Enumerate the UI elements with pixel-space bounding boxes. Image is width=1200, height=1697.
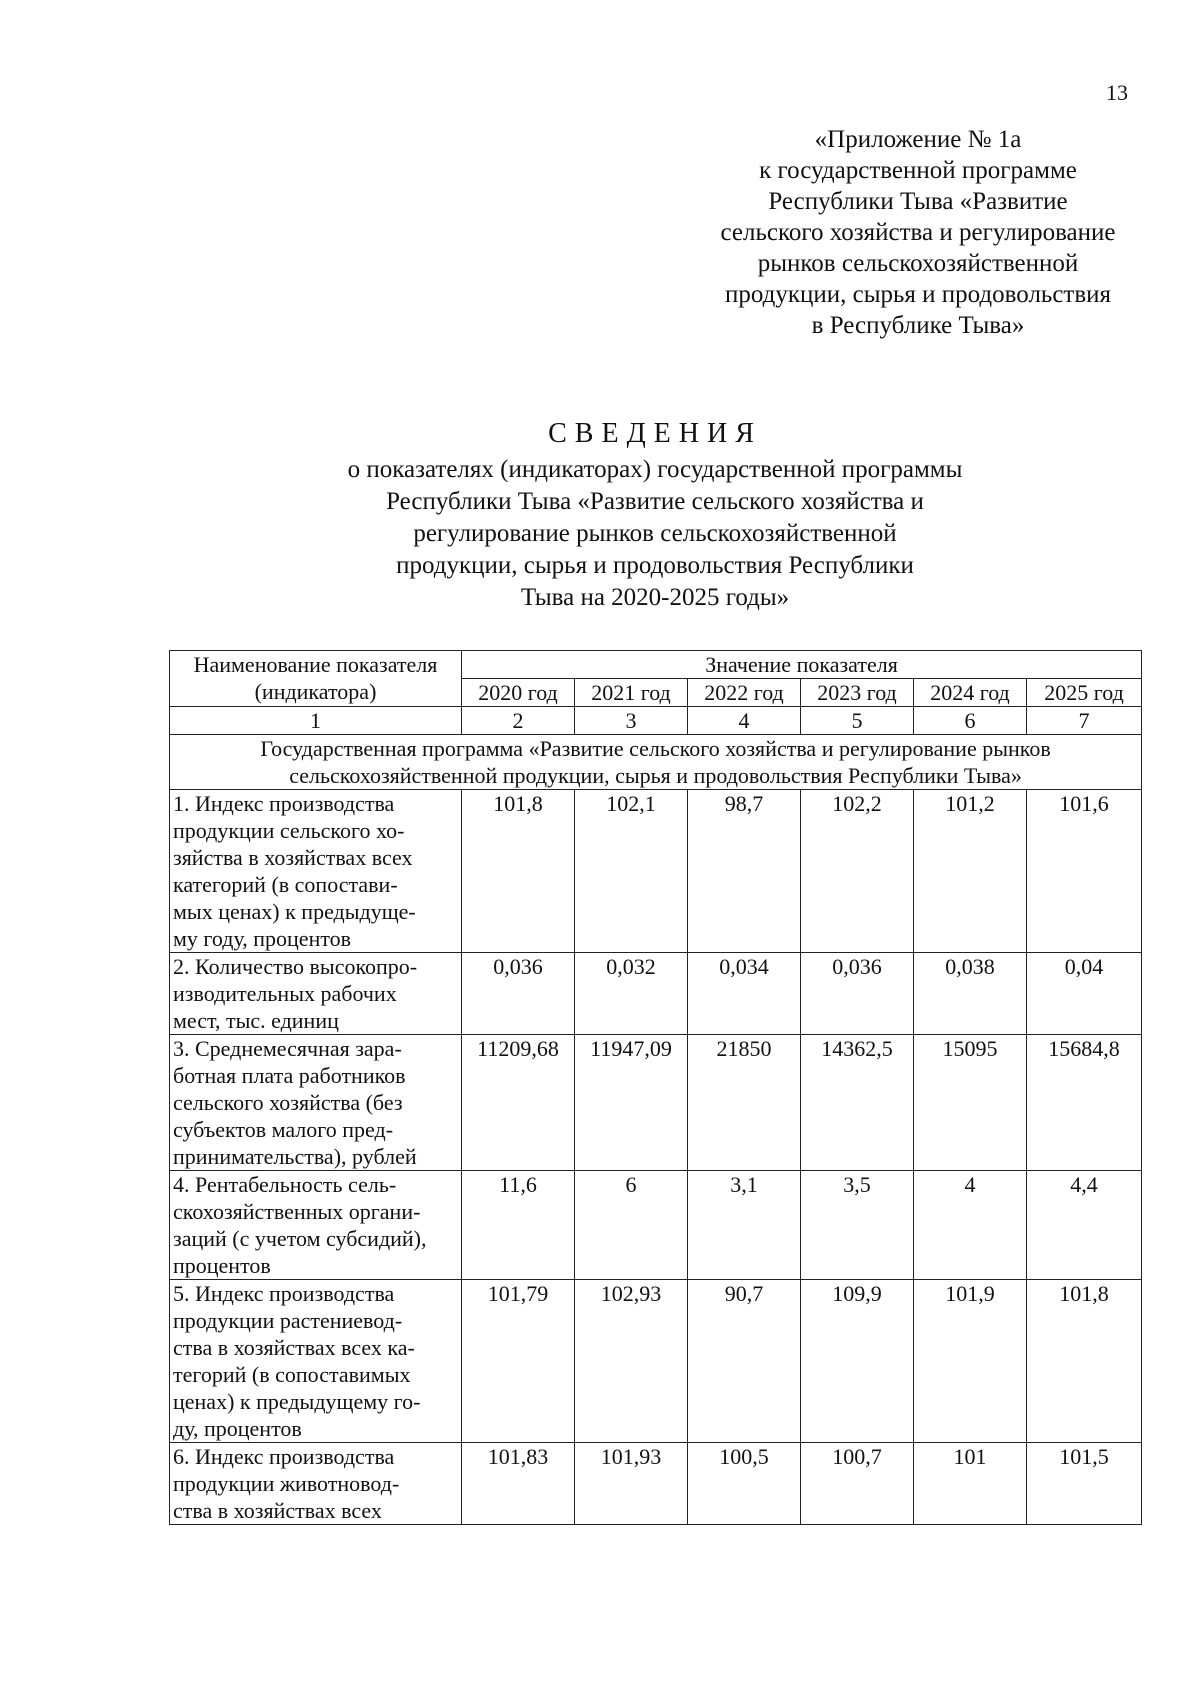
indicator-name-cell (170, 953, 462, 1035)
indicator-value-cell: 11947,09 (575, 1035, 688, 1171)
indicator-name-cell (170, 1443, 462, 1525)
indicator-value-cell: 4 (914, 1171, 1027, 1280)
column-number-cell: 5 (801, 707, 914, 735)
indicator-value-cell: 101,79 (462, 1280, 575, 1443)
section-title-line: сельскохозяйственной продукции, сырья и продовольствия Республики Тыва» (289, 763, 1022, 788)
indicator-value-cell: 21850 (688, 1035, 801, 1171)
indicator-name-line: скохозяйственных органи- (173, 1199, 421, 1224)
indicator-value-cell: 102,2 (801, 790, 914, 953)
indicator-name-line: продукции растениевод- (173, 1308, 403, 1333)
indicator-value-cell: 6 (575, 1171, 688, 1280)
indicator-name-line: ценах) к предыдущему го- (173, 1389, 421, 1414)
indicator-value-cell: 101,83 (462, 1443, 575, 1525)
appendix-line: продукции, сырья и продовольствия (724, 281, 1112, 308)
appendix-header (658, 124, 1178, 341)
column-number-cell: 3 (575, 707, 688, 735)
indicator-row (170, 790, 1142, 953)
subtitle-line: Тыва на 2020-2025 годы» (520, 584, 790, 611)
appendix-line: сельского хозяйства и регулирование (720, 219, 1116, 246)
indicator-name-line: 2. Количество высокопро- (173, 954, 418, 979)
indicator-value-cell: 0,036 (462, 953, 575, 1035)
header-name-line: (индикатора) (254, 679, 377, 704)
appendix-line: в Республике Тыва» (811, 312, 1025, 339)
column-numbers-row (170, 707, 1142, 735)
indicator-name-line: сельского хозяйства (без (173, 1090, 403, 1115)
indicator-value-cell: 101 (914, 1443, 1027, 1525)
indicator-value-cell: 101,9 (914, 1280, 1027, 1443)
indicator-value-cell: 11209,68 (462, 1035, 575, 1171)
section-row (170, 735, 1142, 790)
indicator-value-cell: 101,2 (914, 790, 1027, 953)
column-number-cell: 2 (462, 707, 575, 735)
appendix-line: рынков сельскохозяйственной (757, 250, 1079, 277)
subtitle-line: продукции, сырья и продовольствия Республики (396, 552, 914, 579)
section-title-line: Государственная программа «Развитие сельского хозяйства и регулирование рынков (260, 736, 1051, 761)
indicator-name-line: продукции животновод- (173, 1471, 400, 1496)
column-number-cell: 7 (1027, 707, 1142, 735)
indicator-row (170, 953, 1142, 1035)
subtitle-line: о показателях (индикаторах) государственной программы (347, 456, 963, 483)
indicator-value-cell: 3,1 (688, 1171, 801, 1280)
header-name-cell (170, 651, 462, 707)
indicators-table (169, 650, 1142, 1525)
indicator-value-cell: 101,5 (1027, 1443, 1142, 1525)
indicator-value-cell: 101,8 (462, 790, 575, 953)
indicator-name-line: ства в хозяйствах всех ка- (173, 1335, 415, 1360)
indicator-row (170, 1171, 1142, 1280)
indicator-value-cell: 0,032 (575, 953, 688, 1035)
indicator-value-cell: 3,5 (801, 1171, 914, 1280)
subtitle-line: регулирование рынков сельскохозяйственной (413, 520, 897, 547)
indicator-name-cell (170, 1280, 462, 1443)
indicator-value-cell: 15684,8 (1027, 1035, 1142, 1171)
indicator-value-cell: 101,8 (1027, 1280, 1142, 1443)
indicator-name-line: мест, тыс. единиц (173, 1008, 339, 1033)
indicator-value-cell: 14362,5 (801, 1035, 914, 1171)
indicator-value-cell: 0,04 (1027, 953, 1142, 1035)
year-cell: 2020 год (462, 679, 575, 707)
subtitle-line: Республики Тыва «Развитие сельского хозяйства и (386, 488, 924, 515)
indicator-name-line: 5. Индекс производства (173, 1281, 395, 1306)
appendix-line: «Приложение № 1а (814, 126, 1022, 153)
page-number: 13 (1106, 80, 1128, 105)
indicator-name-line: му году, процентов (173, 926, 352, 951)
indicator-name-line: зяйства в хозяйствах всех (173, 845, 413, 870)
header-name-line: Наименование показателя (193, 652, 438, 677)
header-row (170, 651, 1142, 679)
indicator-row (170, 1280, 1142, 1443)
indicator-value-cell: 4,4 (1027, 1171, 1142, 1280)
indicator-name-line: ду, процентов (173, 1416, 302, 1441)
indicator-name-line: 1. Индекс производства (173, 791, 395, 816)
column-number-cell: 4 (688, 707, 801, 735)
indicator-value-cell: 109,9 (801, 1280, 914, 1443)
indicator-name-line: субъектов малого пред- (173, 1117, 394, 1142)
indicator-name-line: 3. Среднемесячная зара- (173, 1036, 402, 1061)
column-number-cell: 6 (914, 707, 1027, 735)
indicator-row (170, 1443, 1142, 1525)
indicator-name-line: 6. Индекс производства (173, 1444, 395, 1469)
indicator-name-cell (170, 790, 462, 953)
indicator-name-cell (170, 1035, 462, 1171)
indicator-value-cell: 90,7 (688, 1280, 801, 1443)
indicator-name-line: продукции сельского хо- (173, 818, 405, 843)
document-subtitle (0, 454, 1200, 614)
indicator-value-cell: 98,7 (688, 790, 801, 953)
year-cell: 2022 год (688, 679, 801, 707)
year-cell: 2021 год (575, 679, 688, 707)
indicator-name-line: принимательства), рублей (173, 1144, 417, 1169)
column-number-cell: 1 (170, 707, 462, 735)
indicator-name-line: изводительных рабочих (173, 981, 397, 1006)
indicator-name-line: ботная плата работников (173, 1063, 406, 1088)
indicator-value-cell: 100,5 (688, 1443, 801, 1525)
indicator-name-line: мых ценах) к предыдуще- (173, 899, 416, 924)
header-value-cell: Значение показателя (462, 651, 1142, 679)
indicator-value-cell: 15095 (914, 1035, 1027, 1171)
indicator-value-cell: 0,038 (914, 953, 1027, 1035)
year-cell: 2023 год (801, 679, 914, 707)
document-title: СВЕДЕНИЯ (548, 418, 762, 449)
year-cell: 2024 год (914, 679, 1027, 707)
table-body (170, 651, 1142, 1525)
appendix-line: к государственной программе (759, 157, 1077, 184)
indicator-value-cell: 0,036 (801, 953, 914, 1035)
year-cell: 2025 год (1027, 679, 1142, 707)
indicator-value-cell: 0,034 (688, 953, 801, 1035)
indicator-value-cell: 102,93 (575, 1280, 688, 1443)
indicator-value-cell: 101,6 (1027, 790, 1142, 953)
indicator-name-line: категорий (в сопостави- (173, 872, 398, 897)
indicator-name-line: 4. Рентабельность сель- (173, 1172, 397, 1197)
indicator-value-cell: 11,6 (462, 1171, 575, 1280)
indicator-value-cell: 102,1 (575, 790, 688, 953)
section-title-cell (170, 735, 1142, 790)
indicator-name-cell (170, 1171, 462, 1280)
indicator-row (170, 1035, 1142, 1171)
indicator-name-line: тегорий (в сопоставимых (173, 1362, 411, 1387)
indicator-name-line: ства в хозяйствах всех (173, 1498, 382, 1523)
appendix-line: Республики Тыва «Развитие (768, 188, 1068, 215)
indicator-name-line: процентов (173, 1253, 271, 1278)
indicator-name-line: заций (с учетом субсидий), (173, 1226, 427, 1251)
indicator-value-cell: 100,7 (801, 1443, 914, 1525)
indicator-value-cell: 101,93 (575, 1443, 688, 1525)
